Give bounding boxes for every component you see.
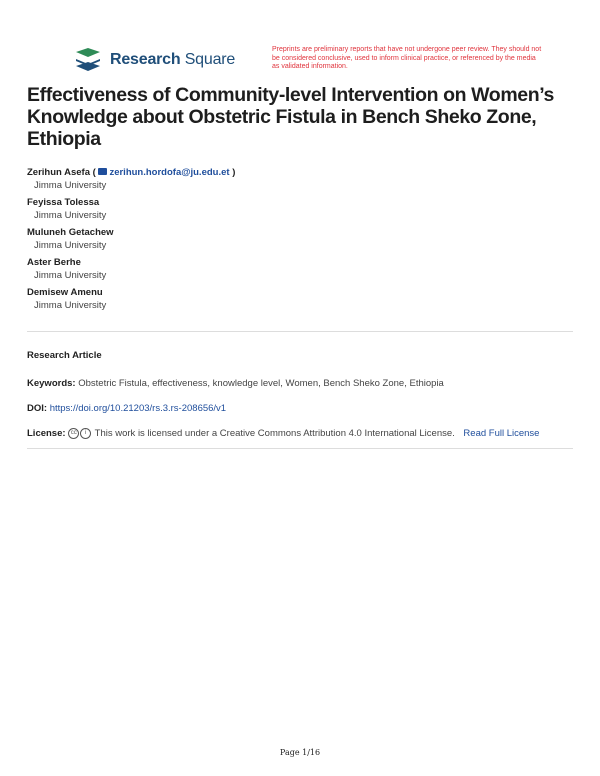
divider — [27, 331, 573, 332]
creative-commons-icon: cc — [68, 428, 79, 439]
keywords-line — [27, 378, 573, 389]
keywords-label: Keywords: — [27, 378, 76, 389]
author-email-link[interactable]: zerihun.hordofa@ju.edu.et — [109, 167, 230, 178]
author-entry: Zerihun Asefa ( zerihun.hordofa@ju.edu.et ) Jimma University — [27, 166, 567, 192]
author-name: Aster Berhe — [27, 257, 81, 268]
author-affiliation: Jimma University — [34, 180, 107, 191]
author-entry — [27, 256, 567, 282]
header — [74, 46, 574, 80]
logo-text — [110, 51, 235, 69]
logo-word-research: Research — [110, 51, 181, 68]
preprint-disclaimer: Preprints are preliminary reports that have not undergone peer review. They should not be considered conclusive, used to inform clinical practice, or referenced by the media as validated information. — [272, 46, 542, 70]
license-line — [27, 428, 573, 439]
divider — [27, 448, 573, 449]
doi-link[interactable]: https://doi.org/10.21203/rs.3.rs-208656/v1 — [49, 403, 227, 414]
page-number: Page 1/16 — [279, 748, 321, 757]
email-icon — [98, 168, 107, 175]
author-affiliation: Jimma University — [34, 270, 107, 281]
author-entry — [27, 226, 567, 252]
author-name: Demisew Amenu — [27, 287, 103, 298]
doi-label: DOI: — [27, 403, 48, 414]
attribution-icon: i — [80, 428, 91, 439]
author-name: Muluneh Getachew — [27, 227, 114, 238]
author-affiliation: Jimma University — [34, 300, 107, 311]
author-affiliation: Jimma University — [34, 210, 107, 221]
research-square-logo[interactable] — [74, 48, 235, 72]
paper-title: Effectiveness of Community-level Intervention on Women’s Knowledge about Obstetric Fistula in Bench Sheko Zone, Ethiopia — [27, 84, 554, 150]
keywords-value: Obstetric Fistula, effectiveness, knowledge level, Women, Bench Sheko Zone, Ethiopia — [78, 378, 444, 389]
author-name: Feyissa Tolessa — [27, 197, 100, 208]
author-entry — [27, 196, 567, 222]
license-text: This work is licensed under a Creative Commons Attribution 4.0 International License. — [94, 428, 455, 440]
author-list — [27, 166, 567, 316]
author-entry — [27, 286, 567, 312]
read-full-license-link[interactable]: Read Full License — [463, 428, 540, 440]
article-type: Research Article — [27, 350, 102, 361]
research-square-logo-icon — [74, 48, 104, 72]
license-label: License: — [27, 428, 66, 440]
doi-line — [27, 403, 573, 414]
author-affiliation: Jimma University — [34, 240, 107, 251]
author-name: Zerihun Asefa — [27, 167, 90, 178]
logo-word-square: Square — [184, 51, 236, 68]
